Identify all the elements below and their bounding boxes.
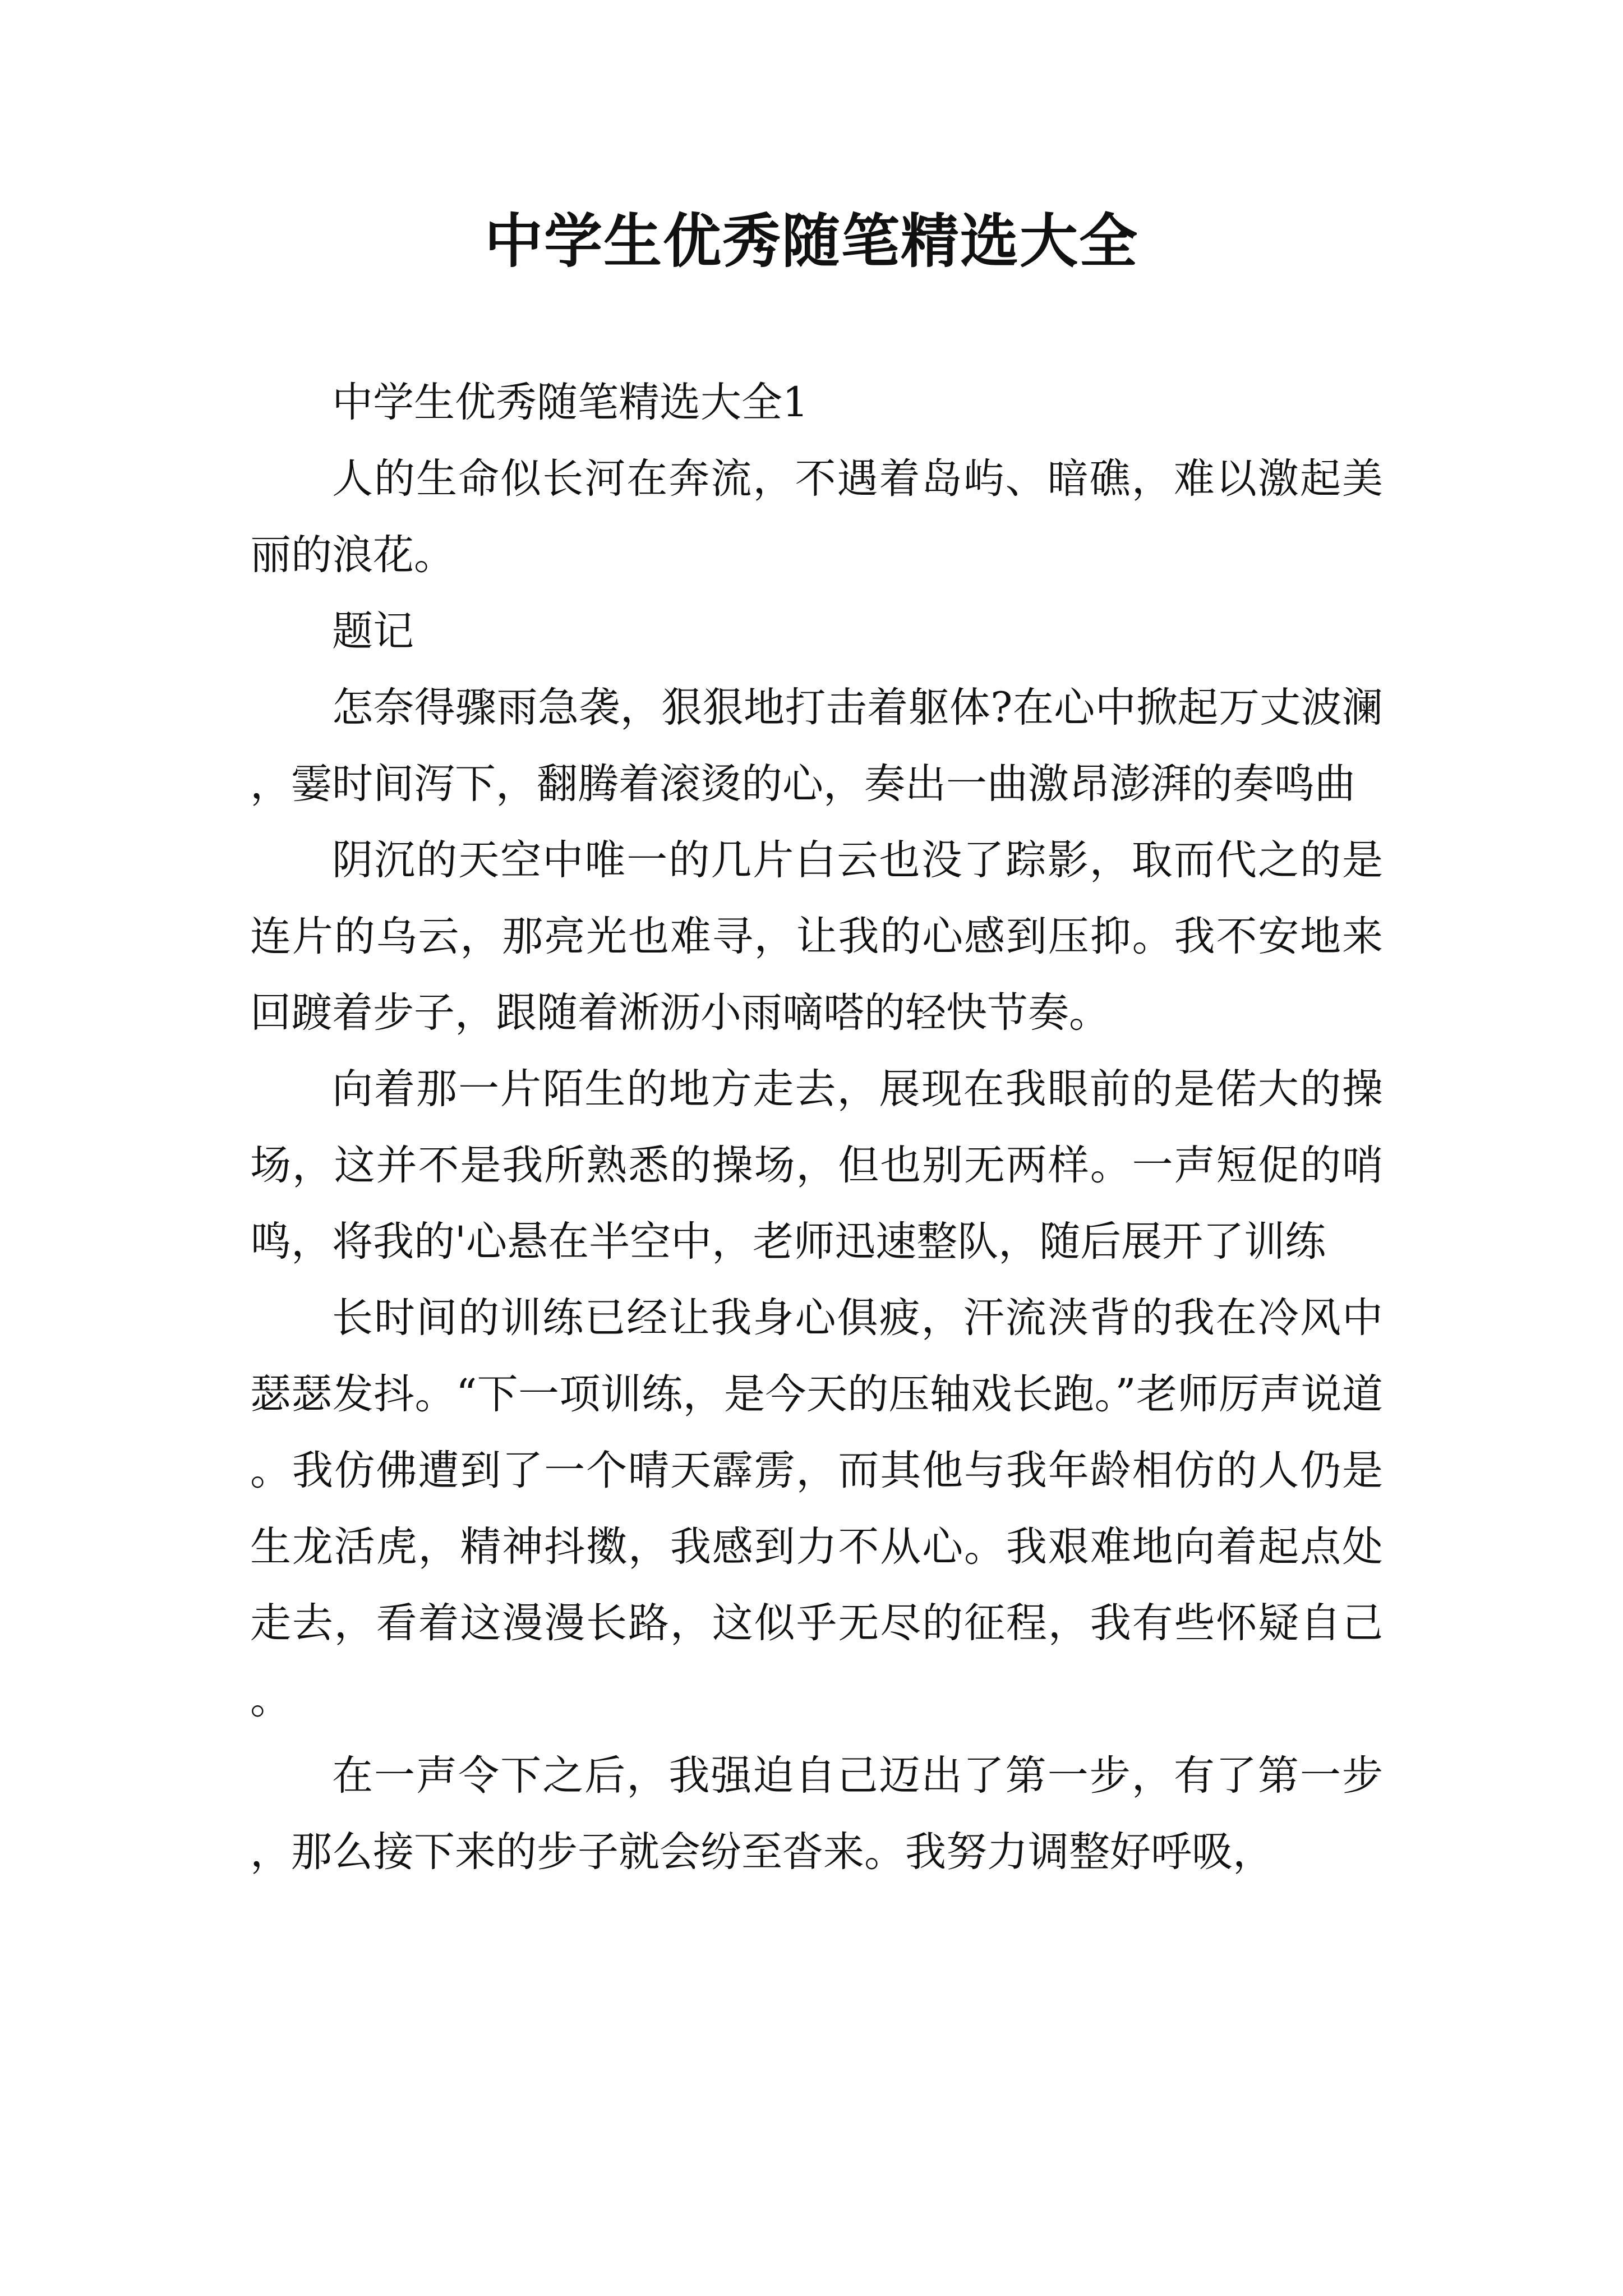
paragraph: 怎奈得骤雨急袭，狠狠地打击着躯体?在心中掀起万丈波澜，霎时间泻下，翻腾着滚烫的心，奏出一曲激昂澎湃的奏鸣曲 [250,684,1383,808]
paragraph: 在一声令下之后，我强迫自己迈出了第一步，有了第一步，那么接下来的步子就会纷至沓来。我努力调整好呼吸， [250,1752,1383,1876]
paragraph: 人的生命似长河在奔流，不遇着岛屿、暗礁，难以激起美丽的浪花。 [250,455,1383,579]
paragraph-epigraph-label: 题记 [332,608,414,655]
paragraph: 长时间的训练已经让我身心俱疲，汗流浃背的我在冷风中瑟瑟发抖。“下一项训练，是今天的压轴戏长跑。”老师厉声说道。我仿佛遭到了一个晴天霹雳，而其他与我年龄相仿的人仍是生龙活虎，精神抖擞，我感到力不从心。我艰难地向着起点处走去，看着这漫漫长路，这似乎无尽的征程，我有些怀疑自己。 [250,1294,1383,1723]
document-title: 中学生优秀随笔精选大全 [484,206,1138,275]
document-body [250,365,1383,1890]
paragraph: 阴沉的天空中唯一的几片白云也没了踪影，取而代之的是连片的乌云，那亮光也难寻，让我的心感到压抑。我不安地来回踱着步子，跟随着淅沥小雨嘀嗒的轻快节奏。 [250,836,1383,1037]
paragraph: 向着那一片陌生的地方走去，展现在我眼前的是偌大的操场，这并不是我所熟悉的操场，但也别无两样。一声短促的哨鸣，将我的'心悬在半空中，老师迅速整队，随后展开了训练 [250,1065,1383,1266]
paragraph-section-heading: 中学生优秀随笔精选大全1 [332,379,809,426]
